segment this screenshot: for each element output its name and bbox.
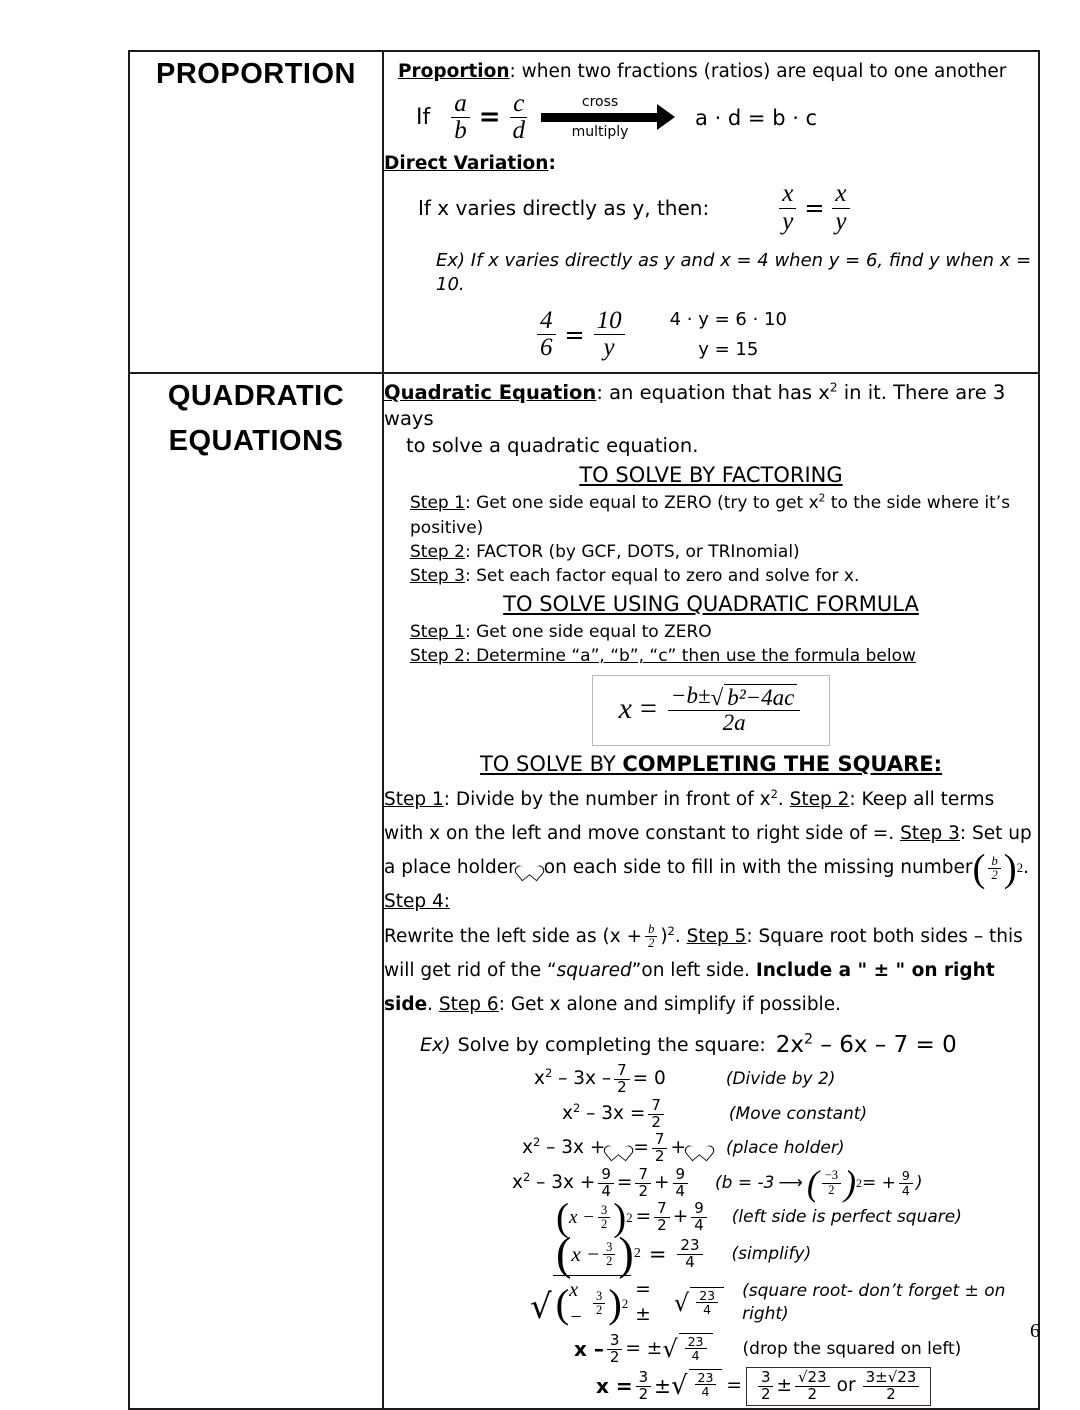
cs-heading-c: : <box>933 752 942 777</box>
quadratic-formula-box-wrap <box>384 675 1038 747</box>
arrow-icon: ⟶ <box>778 1172 803 1193</box>
arrow-shaft <box>541 113 659 122</box>
quadratic-definition <box>384 380 1038 459</box>
example-line-3: $x^2 - 3x$ + = $\frac{7}{2}$ + (place holder) <box>522 1130 845 1166</box>
cs-include-pm: Include a " ± " on right side <box>384 959 995 1016</box>
sqrt-icon: √ ( x − $\frac{3}{2}$ ) 2 <box>530 1275 631 1331</box>
holder-expression: ( $\frac{b}{2}$ ) 2 <box>972 846 1024 890</box>
direct-variation-statement: If x varies directly as y, then: <box>418 195 710 220</box>
cs-p2-a: Rewrite the left side as (x + <box>384 925 643 947</box>
cs-step4-label: Step 4 <box>384 891 444 913</box>
cross-multiply-arrow-icon <box>541 93 659 142</box>
example-line-7: √ ( x − $\frac{3}{2}$ ) 2 = ± √ $\frac{23}{4}$ (square root- don’t forget ± on right) <box>530 1275 1038 1331</box>
formula-x: x <box>618 692 632 726</box>
formula-fraction <box>668 684 800 736</box>
heading-factoring: TO SOLVE BY FACTORING <box>579 463 843 488</box>
page-number: 6 <box>1030 1320 1040 1342</box>
cross-multiply-result: a · d = b · c <box>695 105 818 130</box>
cs-p1-b: . <box>777 788 790 810</box>
example-line-6: ( x − $\frac{3}{2}$ ) 2 = $\frac{23}{4}$ (simplify) <box>556 1228 812 1280</box>
quadratic-formula-box <box>592 675 831 747</box>
solve-line-2: y = 15 <box>698 338 759 360</box>
example-note-1: (Divide by 2) <box>725 1069 836 1090</box>
cs-squared-word: squared <box>556 959 632 981</box>
completing-square-paragraph-1 <box>384 783 1038 920</box>
step-label: Step 2 <box>410 646 465 667</box>
factoring-step-1 <box>410 491 1038 539</box>
arrow-label-bottom: multiply <box>571 124 629 141</box>
step-text-a: : FACTOR (by GCF, DOTS, or TRInomial) <box>464 541 800 562</box>
quadratic-def-exponent: 2 <box>829 380 838 395</box>
direct-variation-statement-row <box>418 181 1038 235</box>
cs-p2-c: . <box>674 925 687 947</box>
b-over-2-fraction: $\frac{b}{2}$ <box>645 923 657 950</box>
factoring-step-2 <box>410 540 1038 564</box>
heart-icon <box>609 1139 629 1158</box>
heart-icon <box>690 1139 710 1158</box>
cs-p1-f: . <box>1023 857 1030 879</box>
cs-p2-b: ) <box>660 925 668 947</box>
example-equation: $2x^2 - 6x - 7 = 0$ <box>775 1031 957 1059</box>
example-line-1: $x^2 - 3x$ – $\frac{7}{2}$ = 0 (Divide by 2) <box>534 1061 836 1097</box>
arrow-label-top: cross <box>581 94 619 111</box>
cs-heading-b: COMPLETING THE SQUARE <box>622 752 934 777</box>
direct-variation-work <box>534 308 1038 363</box>
final-answer-box: $\frac{3}{2}$ ± $\frac{√23}{2}$ or $\frac{3\pm√23}{2}$ <box>746 1367 931 1406</box>
cs-p2-d: : Square root both sides – this will get rid of the “ <box>384 925 1023 981</box>
quadratic-body <box>383 373 1039 1409</box>
fraction-10-over-y: $\frac{10}{y}$ <box>594 308 625 362</box>
quadratic-def-text-c: to solve a quadratic equation. <box>406 433 699 457</box>
proportion-definition-line <box>398 60 1038 85</box>
step-text-b: to the side where it’s positive) <box>410 493 1011 538</box>
step-label: Step 3 <box>410 565 465 586</box>
example-note-8: (drop the squared on left) <box>742 1338 962 1359</box>
section-label-quadratic-cell <box>129 373 383 1409</box>
formula-equals: = <box>640 692 657 726</box>
formula-numerator: −b± √ b²−4ac <box>668 684 800 712</box>
cs-heading-a: TO SOLVE BY <box>479 752 623 777</box>
example-note-5: (left side is perfect square) <box>731 1207 962 1228</box>
table-row-quadratic <box>129 373 1039 1409</box>
example-line-4: $x^2 - 3x$ + $\frac{9}{4}$ = $\frac{7}{2}$ + $\frac{9}{4}$ (b = -3 ⟶ ( $\frac{-3}{2}$ ) 2 = + $\frac{9}{4}$ ) <box>512 1162 923 1203</box>
example-line-5: ( x − $\frac{3}{2}$ ) 2 = $\frac{7}{2}$ + $\frac{9}{4}$ (left side is perfect square) <box>556 1196 962 1240</box>
if-word: If <box>416 104 431 130</box>
solve-steps <box>670 308 787 363</box>
example-note-3: (place holder) <box>725 1138 845 1159</box>
cs-p2-exp: 2 <box>667 923 675 938</box>
qf-step-1 <box>410 620 1038 644</box>
fraction-4-over-6: $\frac{4}{6}$ <box>537 308 556 362</box>
example-note-7: (square root- don’t forget ± on right) <box>742 1280 1006 1324</box>
factoring-step-3 <box>410 564 1038 588</box>
cs-p2-g: : Get x alone and simplify if possible. <box>498 994 841 1016</box>
step-text-a: : Get one side equal to ZERO (try to get x <box>464 493 819 514</box>
sqrt-icon: √ b²−4ac <box>711 684 798 710</box>
cs-step3-label: Step 3 <box>900 822 960 844</box>
proportion-definition: : when two fractions (ratios) are equal to one another <box>509 61 1007 82</box>
quadratic-formula-steps <box>410 620 1038 668</box>
quadratic-def-text-a: : an equation that has x <box>596 381 830 405</box>
direct-variation-term: Direct Variation <box>384 153 549 175</box>
step-exp: 2 <box>818 492 826 505</box>
cs-p1-exp: 2 <box>770 786 778 801</box>
direct-variation-heading <box>384 152 1038 177</box>
cs-p1-d: : Set up a place holder <box>384 822 1032 879</box>
equals-sign-dv: = <box>804 193 825 222</box>
step-label: Step 1 <box>410 622 465 643</box>
formula-denominator: 2a <box>722 710 746 736</box>
direct-variation-colon: : <box>548 153 556 175</box>
example-note-6: (simplify) <box>731 1243 812 1264</box>
table-row-proportion <box>129 51 1039 373</box>
cs-p2-e: ”on left side. <box>631 959 756 981</box>
example-label: Ex) <box>420 1034 451 1056</box>
example-line-8: x – $\frac{3}{2}$ = ± √ $\frac{23}{4}$ (drop the squared on left) <box>574 1330 962 1366</box>
cs-step6-label: Step 6 <box>438 994 499 1016</box>
section-label-proportion: PROPORTION <box>156 58 356 90</box>
heading-completing-square <box>384 750 1038 778</box>
sqrt-icon: √ $\frac{23}{4}$ <box>674 1287 724 1319</box>
proportion-term: Proportion <box>398 61 510 82</box>
step-text: : Get one side equal to ZERO <box>464 622 712 643</box>
step-text-a: : Set each factor equal to zero and solve for x. <box>464 565 860 586</box>
step-label: Step 1 <box>410 493 465 514</box>
completing-square-paragraph-2 <box>384 920 1038 1023</box>
cs-p1-a: : Divide by the number in front of x <box>443 788 771 810</box>
cs-step5-label: Step 5 <box>686 925 747 947</box>
sqrt-icon: √ $\frac{23}{4}$ <box>662 1333 712 1365</box>
example-note-4: (b = -3 ⟶ ( $\frac{-3}{2}$ ) 2 = + $\frac{9}{4}$ ) <box>715 1162 923 1203</box>
proportion-body <box>383 51 1039 373</box>
example-text: Solve by completing the square: <box>457 1034 766 1056</box>
equals-sign-work: = <box>564 320 585 349</box>
heart-icon <box>520 859 540 878</box>
qf-step-2 <box>410 644 1038 668</box>
cross-multiply-equation <box>416 91 1038 145</box>
example-line-9: x = $\frac{3}{2}$ ± √ $\frac{23}{4}$ = $\frac{3}{2}$ ± $\frac{√23}{2}$ or $\frac{3\pm√23}{2}$ <box>596 1367 1038 1406</box>
fraction-x-over-y-right: $\frac{x}{y}$ <box>832 181 849 235</box>
example-note-2: (Move constant) <box>728 1103 868 1124</box>
section-label-quadratic-line1: QUADRATIC <box>167 380 345 413</box>
section-label-proportion-cell <box>129 51 383 373</box>
cs-p1-e: on each side to fill in with the missing number <box>543 857 973 879</box>
fraction-x-over-y-left: $\frac{x}{y}$ <box>779 181 796 235</box>
fraction-c-over-d: $\frac{c}{d}$ <box>510 91 529 145</box>
cs-p1-g: : <box>443 891 451 913</box>
factoring-steps <box>410 491 1038 588</box>
fraction-a-over-b: $\frac{a}{b}$ <box>451 91 470 145</box>
quadratic-def-text-b: in it. There are 3 ways <box>384 381 1006 431</box>
example-line-2: $x^2 - 3x$ = $\frac{7}{2}$ (Move constant) <box>562 1095 868 1131</box>
step-text: : Determine “a”, “b”, “c” then use the formula below <box>464 646 916 667</box>
cs-p2-f: . <box>427 994 439 1016</box>
section-label-quadratic <box>130 374 382 464</box>
example-prompt <box>420 1030 1038 1061</box>
cs-p1-c: : Keep all terms with x on the left and move constant to right side of =. <box>384 788 995 844</box>
section-label-quadratic-line2: EQUATIONS <box>168 425 344 458</box>
heading-quadratic-formula: TO SOLVE USING QUADRATIC FORMULA <box>503 591 919 616</box>
cs-step1-label: Step 1 <box>384 788 444 810</box>
step-label: Step 2 <box>410 541 465 562</box>
sqrt-icon: √ $\frac{23}{4}$ <box>671 1369 722 1404</box>
cs-step2-label: Step 2 <box>789 788 850 810</box>
notes-table <box>128 50 1040 1410</box>
equals-sign: = <box>478 102 501 133</box>
quadratic-term: Quadratic Equation <box>384 381 597 405</box>
solve-line-1: 4 · y = 6 · 10 <box>669 308 787 330</box>
direct-variation-example-prompt: Ex) If x varies directly as y and x = 4 when y = 6, find y when x = 10. <box>436 249 1032 296</box>
